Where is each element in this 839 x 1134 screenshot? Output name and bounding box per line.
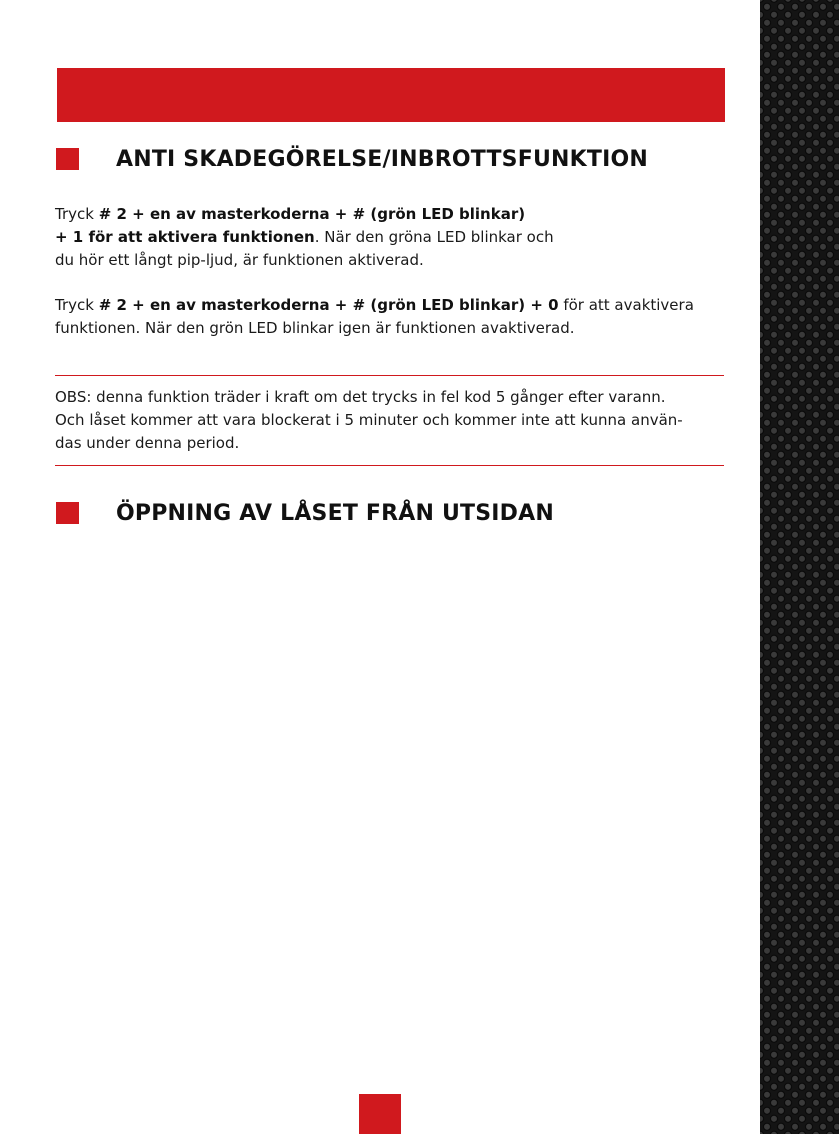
activate-code-2: + 1 för att aktivera funktionen — [55, 228, 315, 246]
deactivate-instructions — [55, 294, 694, 340]
activate-text-1: Tryck — [55, 205, 99, 223]
section-heading-open: ÖPPNING AV LÅSET FRÅN UTSIDAN — [116, 501, 554, 526]
deactivate-text-1: Tryck — [55, 296, 99, 314]
note-line-2: Och låset kommer att vara blockerat i 5 minuter och kommer inte att kunna använ- — [55, 411, 683, 429]
page-number-tab — [359, 1094, 401, 1134]
activate-text-2: . När den gröna LED blinkar och — [314, 228, 554, 246]
activate-instructions — [55, 203, 554, 272]
section-marker-open — [56, 502, 79, 524]
deactivate-code: # 2 + en av masterkoderna + # (grön LED blinkar) + 0 — [98, 296, 559, 314]
note-rule-bottom — [55, 465, 724, 466]
header-banner — [57, 68, 725, 122]
deactivate-text-3: funktionen. När den grön LED blinkar igen är funktionen avaktiverad. — [55, 319, 575, 337]
note-line-1: OBS: denna funktion träder i kraft om det trycks in fel kod 5 gånger efter varann. — [55, 388, 666, 406]
activate-text-3: du hör ett långt pip-ljud, är funktionen aktiverad. — [55, 251, 424, 269]
note-rule-top — [55, 375, 724, 376]
section-marker-anti — [56, 148, 79, 170]
perforated-side-strip — [760, 0, 839, 1134]
warning-note — [55, 386, 683, 455]
activate-code-1: # 2 + en av masterkoderna + # (grön LED blinkar) — [98, 205, 526, 223]
section-heading-anti: ANTI SKADEGÖRELSE/INBROTTSFUNKTION — [116, 147, 648, 172]
note-line-3: das under denna period. — [55, 434, 240, 452]
deactivate-text-2: för att avaktivera — [558, 296, 694, 314]
